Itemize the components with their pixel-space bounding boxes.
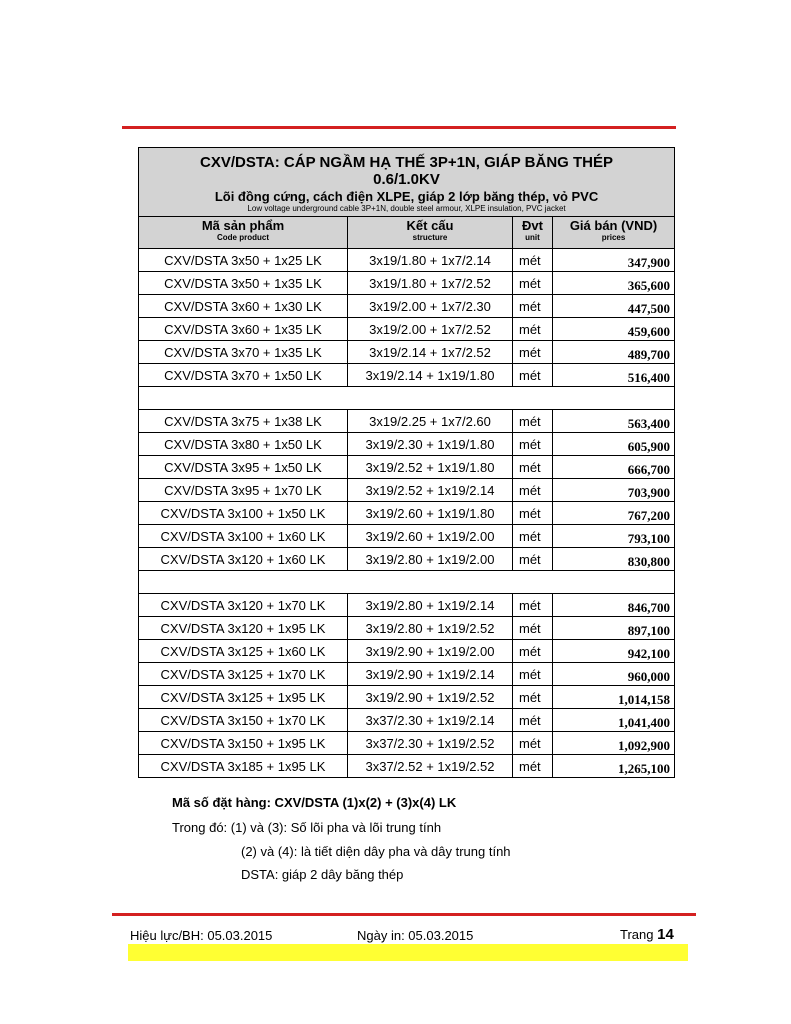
table-row	[139, 502, 675, 525]
table-row	[139, 479, 675, 502]
cell-price: 846,700	[553, 594, 675, 617]
cell-code: CXV/DSTA 3x50 + 1x25 LK	[139, 249, 348, 272]
cell-unit: mét	[513, 410, 553, 433]
table-row	[139, 548, 675, 571]
table-row	[139, 272, 675, 295]
cell-code: CXV/DSTA 3x150 + 1x95 LK	[139, 732, 348, 755]
cell-structure: 3x19/2.80 + 1x19/2.14	[348, 594, 513, 617]
cell-code: CXV/DSTA 3x125 + 1x95 LK	[139, 686, 348, 709]
header-structure-label: Kết cấu	[406, 218, 454, 233]
cell-structure: 3x19/2.80 + 1x19/2.00	[348, 548, 513, 571]
table-row	[139, 525, 675, 548]
table-row	[139, 318, 675, 341]
page-number: 14	[657, 926, 674, 943]
table-row	[139, 410, 675, 433]
cell-code: CXV/DSTA 3x95 + 1x70 LK	[139, 479, 348, 502]
cell-code: CXV/DSTA 3x95 + 1x50 LK	[139, 456, 348, 479]
cell-price: 666,700	[553, 456, 675, 479]
cell-unit: mét	[513, 640, 553, 663]
cell-unit: mét	[513, 433, 553, 456]
cell-code: CXV/DSTA 3x125 + 1x60 LK	[139, 640, 348, 663]
cell-price: 365,600	[553, 272, 675, 295]
cell-price: 942,100	[553, 640, 675, 663]
cell-price: 563,400	[553, 410, 675, 433]
header-unit-label: Đvt	[522, 218, 543, 233]
cell-price: 793,100	[553, 525, 675, 548]
title-line-2: 0.6/1.0KV	[373, 171, 440, 188]
cell-price: 605,900	[553, 433, 675, 456]
cell-unit: mét	[513, 479, 553, 502]
cell-structure: 3x37/2.30 + 1x19/2.14	[348, 709, 513, 732]
cell-code: CXV/DSTA 3x150 + 1x70 LK	[139, 709, 348, 732]
header-code-label: Mã sản phẩm	[201, 218, 285, 233]
price-table-container	[138, 147, 674, 778]
order-code-note: Mã số đặt hàng: CXV/DSTA (1)x(2) + (3)x(4) LK	[172, 795, 457, 810]
table-row	[139, 456, 675, 479]
header-price-label: Giá bán (VND)	[569, 218, 658, 233]
header-unit-en: unit	[525, 233, 540, 242]
cell-code: CXV/DSTA 3x185 + 1x95 LK	[139, 755, 348, 778]
cell-unit: mét	[513, 341, 553, 364]
footer-highlight-band	[128, 944, 688, 961]
cell-price: 767,200	[553, 502, 675, 525]
cell-structure: 3x19/2.80 + 1x19/2.52	[348, 617, 513, 640]
table-row	[139, 709, 675, 732]
note-line-1: Trong đó: (1) và (3): Số lõi pha và lõi trung tính	[172, 820, 442, 835]
header-code-en: Code product	[217, 233, 269, 242]
header-code	[139, 217, 348, 249]
cell-code: CXV/DSTA 3x50 + 1x35 LK	[139, 272, 348, 295]
cell-price: 1,265,100	[553, 755, 675, 778]
header-row	[139, 217, 675, 249]
top-divider	[122, 126, 676, 129]
title-line-4: Low voltage underground cable 3P+1N, double steel armour, XLPE insulation, PVC jacket	[247, 204, 566, 213]
footer-page	[620, 926, 674, 943]
cell-price: 830,800	[553, 548, 675, 571]
group-separator-row	[139, 387, 675, 410]
cell-structure: 3x37/2.52 + 1x19/2.52	[348, 755, 513, 778]
cell-structure: 3x19/2.90 + 1x19/2.00	[348, 640, 513, 663]
cell-code: CXV/DSTA 3x75 + 1x38 LK	[139, 410, 348, 433]
cell-unit: mét	[513, 272, 553, 295]
cell-code: CXV/DSTA 3x125 + 1x70 LK	[139, 663, 348, 686]
cell-structure: 3x19/2.60 + 1x19/1.80	[348, 502, 513, 525]
page-label: Trang	[620, 927, 654, 942]
cell-unit: mét	[513, 502, 553, 525]
cell-code: CXV/DSTA 3x100 + 1x50 LK	[139, 502, 348, 525]
table-row	[139, 755, 675, 778]
bottom-divider	[112, 913, 696, 916]
cell-price: 703,900	[553, 479, 675, 502]
table-row	[139, 341, 675, 364]
cell-price: 447,500	[553, 295, 675, 318]
header-structure-en: structure	[412, 233, 448, 242]
cell-price: 1,041,400	[553, 709, 675, 732]
table-row	[139, 249, 675, 272]
table-row	[139, 433, 675, 456]
cell-unit: mét	[513, 617, 553, 640]
cell-structure: 3x19/2.00 + 1x7/2.30	[348, 295, 513, 318]
cell-unit: mét	[513, 663, 553, 686]
cell-structure: 3x19/2.52 + 1x19/2.14	[348, 479, 513, 502]
cell-unit: mét	[513, 456, 553, 479]
table-row	[139, 594, 675, 617]
footer-print-date: Ngày in: 05.03.2015	[357, 928, 474, 943]
table-body	[139, 249, 675, 778]
cell-unit: mét	[513, 525, 553, 548]
table-row	[139, 732, 675, 755]
cell-price: 459,600	[553, 318, 675, 341]
cell-price: 489,700	[553, 341, 675, 364]
cell-code: CXV/DSTA 3x100 + 1x60 LK	[139, 525, 348, 548]
cell-code: CXV/DSTA 3x80 + 1x50 LK	[139, 433, 348, 456]
header-unit	[513, 217, 553, 249]
note-line-3: DSTA: giáp 2 dây băng thép	[241, 867, 404, 882]
table-row	[139, 295, 675, 318]
cell-price: 897,100	[553, 617, 675, 640]
table-row	[139, 364, 675, 387]
cell-structure: 3x37/2.30 + 1x19/2.52	[348, 732, 513, 755]
note-line-2: (2) và (4): là tiết diện dây pha và dây trung tính	[241, 844, 511, 859]
separator-cell	[139, 571, 675, 594]
header-structure	[348, 217, 513, 249]
group-separator-row	[139, 571, 675, 594]
header-price-en: prices	[601, 233, 626, 242]
cell-code: CXV/DSTA 3x70 + 1x35 LK	[139, 341, 348, 364]
table-row	[139, 617, 675, 640]
cell-unit: mét	[513, 364, 553, 387]
cell-structure: 3x19/2.52 + 1x19/1.80	[348, 456, 513, 479]
cell-structure: 3x19/2.60 + 1x19/2.00	[348, 525, 513, 548]
cell-structure: 3x19/2.00 + 1x7/2.52	[348, 318, 513, 341]
title-line-3: Lõi đồng cứng, cách điện XLPE, giáp 2 lớp băng thép, vỏ PVC	[214, 189, 599, 204]
cell-price: 347,900	[553, 249, 675, 272]
cell-structure: 3x19/2.90 + 1x19/2.52	[348, 686, 513, 709]
cell-structure: 3x19/1.80 + 1x7/2.52	[348, 272, 513, 295]
cell-unit: mét	[513, 594, 553, 617]
table-row	[139, 686, 675, 709]
cell-structure: 3x19/2.30 + 1x19/1.80	[348, 433, 513, 456]
cell-unit: mét	[513, 318, 553, 341]
cell-code: CXV/DSTA 3x120 + 1x70 LK	[139, 594, 348, 617]
title-line-1: CXV/DSTA: CÁP NGẦM HẠ THẾ 3P+1N, GIÁP BĂNG THÉP	[200, 154, 614, 171]
cell-unit: mét	[513, 295, 553, 318]
table-row	[139, 663, 675, 686]
price-table	[138, 147, 675, 778]
cell-structure: 3x19/2.14 + 1x7/2.52	[348, 341, 513, 364]
header-price	[553, 217, 675, 249]
cell-unit: mét	[513, 686, 553, 709]
table-row	[139, 640, 675, 663]
cell-code: CXV/DSTA 3x120 + 1x60 LK	[139, 548, 348, 571]
cell-unit: mét	[513, 249, 553, 272]
cell-price: 960,000	[553, 663, 675, 686]
cell-price: 1,014,158	[553, 686, 675, 709]
cell-unit: mét	[513, 755, 553, 778]
cell-code: CXV/DSTA 3x70 + 1x50 LK	[139, 364, 348, 387]
table-title	[139, 148, 675, 217]
cell-code: CXV/DSTA 3x120 + 1x95 LK	[139, 617, 348, 640]
cell-unit: mét	[513, 548, 553, 571]
separator-cell	[139, 387, 675, 410]
cell-unit: mét	[513, 732, 553, 755]
cell-unit: mét	[513, 709, 553, 732]
cell-price: 1,092,900	[553, 732, 675, 755]
cell-code: CXV/DSTA 3x60 + 1x30 LK	[139, 295, 348, 318]
footer-valid-date: Hiệu lực/BH: 05.03.2015	[130, 928, 273, 943]
cell-structure: 3x19/2.90 + 1x19/2.14	[348, 663, 513, 686]
cell-structure: 3x19/1.80 + 1x7/2.14	[348, 249, 513, 272]
cell-structure: 3x19/2.25 + 1x7/2.60	[348, 410, 513, 433]
cell-structure: 3x19/2.14 + 1x19/1.80	[348, 364, 513, 387]
cell-code: CXV/DSTA 3x60 + 1x35 LK	[139, 318, 348, 341]
cell-price: 516,400	[553, 364, 675, 387]
